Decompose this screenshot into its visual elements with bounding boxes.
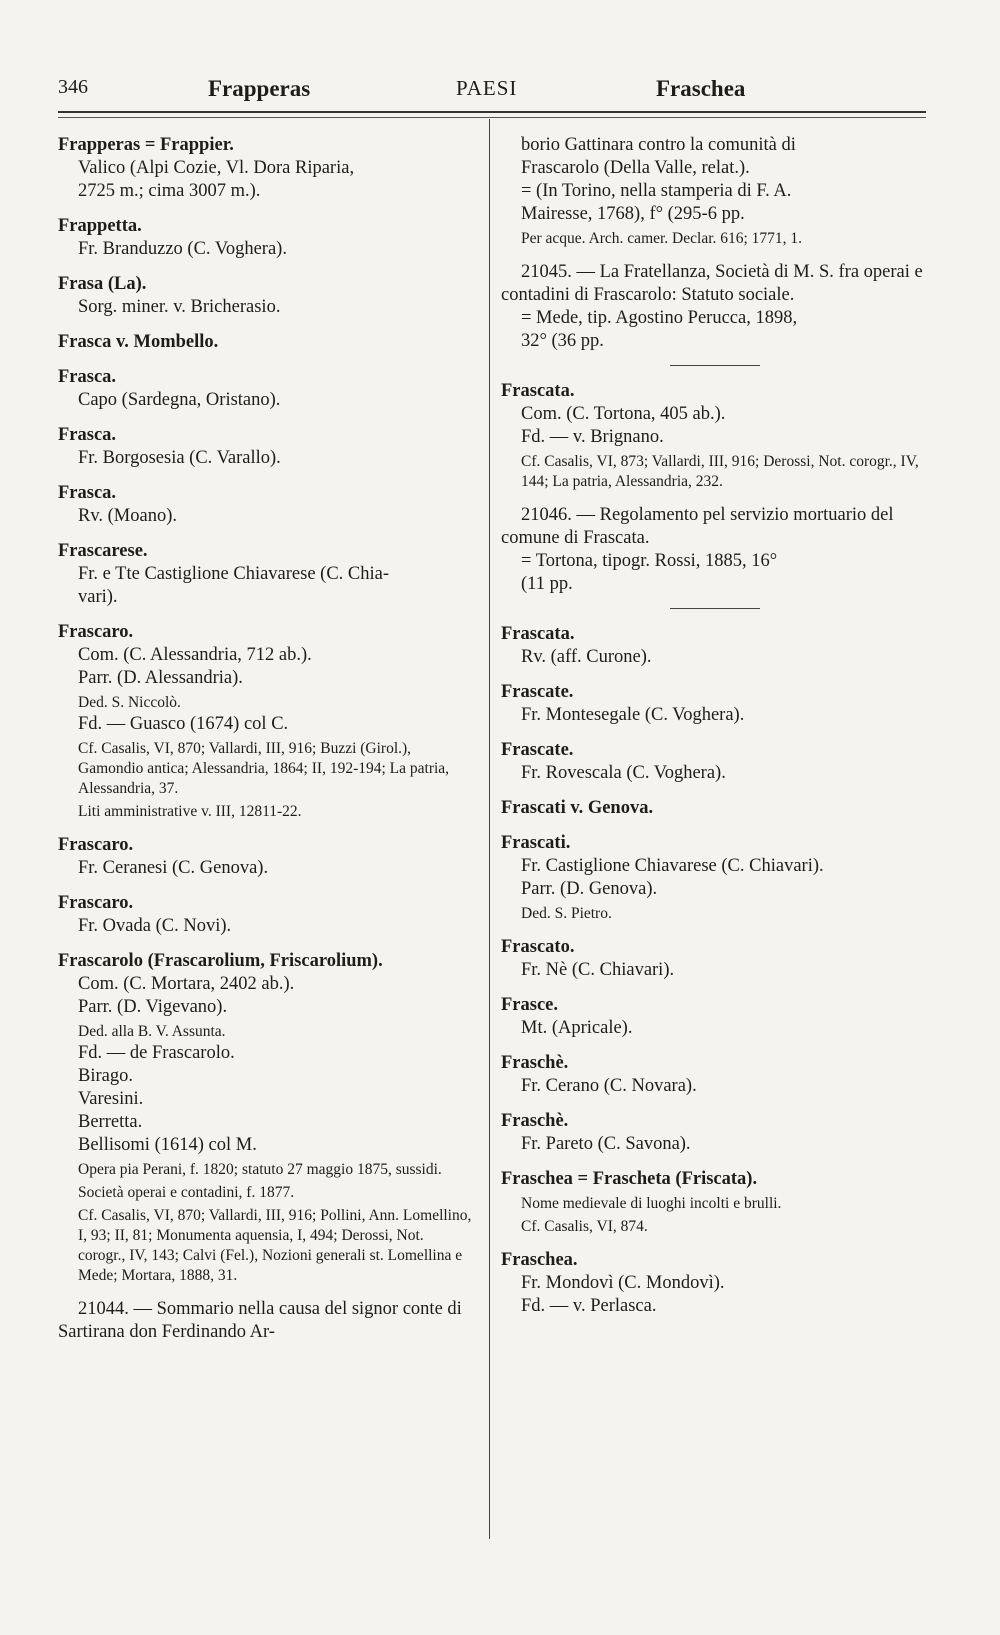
header-center-title: PAESI bbox=[456, 76, 518, 100]
entry-reference: Cf. Casalis, VI, 873; Vallardi, III, 916; Derossi, Not. corogr., IV, 144; La patria, Alessandria, 232. bbox=[521, 453, 919, 490]
entry-line: Parr. (D. Vigevano). bbox=[78, 997, 228, 1017]
entry-line: Rv. (Moano). bbox=[78, 506, 177, 526]
entry-note: Nome medievale di luoghi incolti e brulli. bbox=[521, 1195, 782, 1212]
entry-headword: Frapperas = Frappier. bbox=[58, 135, 234, 155]
entry-line: Rv. (aff. Curone). bbox=[521, 647, 652, 667]
gazetteer-entry bbox=[501, 739, 929, 785]
entry-reference: Cf. Casalis, VI, 870; Vallardi, III, 916; Buzzi (Girol.), Gamondio antica; Alessandria, 1864; II, 192-194; La patria, Alessandria, 37. bbox=[78, 740, 450, 797]
gazetteer-entry bbox=[501, 1249, 929, 1318]
bibliography-entry: 21044. — Sommario nella causa del signor conte di Sartirana don Ferdinando Ar- bbox=[58, 1299, 462, 1342]
separator-rule bbox=[670, 608, 760, 609]
entry-headword: Frappetta. bbox=[58, 216, 142, 236]
entry-headword: Frascata. bbox=[501, 381, 575, 401]
continuation-line: = Tortona, tipogr. Rossi, 1885, 16° bbox=[521, 551, 778, 571]
left-column bbox=[58, 134, 473, 1356]
entry-headword: Frascaro. bbox=[58, 835, 134, 855]
entry-note: Per acque. Arch. camer. Declar. 616; 1771, 1. bbox=[521, 230, 803, 247]
entry-line: Com. (C. Alessandria, 712 ab.). bbox=[78, 645, 312, 665]
bibliography-entry: 21046. — Regolamento pel servizio mortuario del comune di Frascata. bbox=[501, 505, 894, 548]
continuation-line: Mairesse, 1768), f° (295-6 pp. bbox=[521, 204, 745, 224]
entry-headword: Frascate. bbox=[501, 682, 574, 702]
entry-line: Bellisomi (1614) col M. bbox=[78, 1135, 257, 1155]
entry-line: Parr. (D. Alessandria). bbox=[78, 668, 243, 688]
gazetteer-entry bbox=[58, 892, 473, 938]
entry-headword: Fraschè. bbox=[501, 1111, 569, 1131]
entry-line: Fr. Ovada (C. Novi). bbox=[78, 916, 232, 936]
gazetteer-entry bbox=[501, 623, 929, 669]
right-column bbox=[501, 134, 929, 1330]
gazetteer-entry bbox=[501, 681, 929, 727]
entry-headword: Frascate. bbox=[501, 740, 574, 760]
gazetteer-entry bbox=[58, 834, 473, 880]
entry-headword: Frascarese. bbox=[58, 541, 148, 561]
header-left-title: Frapperas bbox=[208, 76, 311, 101]
entry-line: Com. (C. Tortona, 405 ab.). bbox=[521, 404, 726, 424]
entry-line: Com. (C. Mortara, 2402 ab.). bbox=[78, 974, 295, 994]
entry-line: Sorg. miner. v. Bricherasio. bbox=[78, 297, 281, 317]
entry-note: Ded. alla B. V. Assunta. bbox=[78, 1023, 226, 1040]
entry-line: Fr. Montesegale (C. Voghera). bbox=[521, 705, 745, 725]
entry-headword: Frascarolo (Frascarolium, Friscarolium). bbox=[58, 951, 383, 971]
entry-line: Valico (Alpi Cozie, Vl. Dora Riparia, bbox=[78, 158, 355, 178]
continuation-line: = (In Torino, nella stamperia di F. A. bbox=[521, 181, 792, 201]
gazetteer-entry bbox=[501, 134, 929, 249]
header-rule-thin bbox=[58, 117, 926, 118]
entry-headword: Frasce. bbox=[501, 995, 559, 1015]
entry-reference: Società operai e contadini, f. 1877. bbox=[78, 1184, 295, 1201]
entry-headword: Fraschea. bbox=[501, 1250, 578, 1270]
entry-line: Fr. Rovescala (C. Voghera). bbox=[521, 763, 726, 783]
entry-headword: Frascata. bbox=[501, 624, 575, 644]
continuation-line: 32° (36 pp. bbox=[521, 331, 604, 351]
gazetteer-entry bbox=[58, 540, 473, 609]
page-number: 346 bbox=[58, 76, 88, 98]
entry-headword: Frasca. bbox=[58, 367, 117, 387]
gazetteer-entry bbox=[58, 273, 473, 319]
gazetteer-entry bbox=[501, 1168, 929, 1237]
gazetteer-entry bbox=[501, 936, 929, 982]
entry-line: Fr. Cerano (C. Novara). bbox=[521, 1076, 697, 1096]
entry-headword: Frasca v. Mombello. bbox=[58, 332, 219, 352]
entry-line: Birago. bbox=[78, 1066, 133, 1086]
gazetteer-entry bbox=[58, 424, 473, 470]
entry-reference: Cf. Casalis, VI, 870; Vallardi, III, 916; Pollini, Ann. Lomellino, I, 93; II, 81; Monumenta aquensia, I, 494; Derossi, Not. corogr., IV, 143; Calvi (Fel.), Nozioni generali st. Lomellina e Mede; Mortara, 1888, 31. bbox=[78, 1207, 472, 1284]
entry-headword: Frascato. bbox=[501, 937, 575, 957]
continuation-line: (11 pp. bbox=[521, 574, 573, 594]
bibliography-entry: 21045. — La Fratellanza, Società di M. S. fra operai e contadini di Frascarolo: Statuto sociale. bbox=[501, 262, 923, 305]
gazetteer-entry bbox=[58, 331, 473, 354]
entry-line: Fr. Borgosesia (C. Varallo). bbox=[78, 448, 281, 468]
gazetteer-entry bbox=[501, 797, 929, 820]
header-right-title: Fraschea bbox=[656, 76, 746, 101]
entry-line: Fr. Castiglione Chiavarese (C. Chiavari). bbox=[521, 856, 824, 876]
gazetteer-entry bbox=[58, 134, 473, 203]
continuation-line: = Mede, tip. Agostino Perucca, 1898, bbox=[521, 308, 798, 328]
continuation-line: borio Gattinara contro la comunità di bbox=[521, 135, 796, 155]
gazetteer-entry bbox=[501, 261, 929, 353]
entry-line: Fd. — de Frascarolo. bbox=[78, 1043, 235, 1063]
entry-note: Cf. Casalis, VI, 874. bbox=[521, 1218, 648, 1235]
entry-line: Fr. Mondovì (C. Mondovì). bbox=[521, 1273, 725, 1293]
gazetteer-entry bbox=[58, 366, 473, 412]
entry-line: vari). bbox=[78, 587, 118, 607]
entry-line: Mt. (Apricale). bbox=[521, 1018, 633, 1038]
entry-headword: Fraschè. bbox=[501, 1053, 569, 1073]
entry-line: Fr. e Tte Castiglione Chiavarese (C. Chia- bbox=[78, 564, 390, 584]
entry-line: Fr. Nè (C. Chiavari). bbox=[521, 960, 675, 980]
gazetteer-entry bbox=[501, 994, 929, 1040]
entry-note: Ded. S. Pietro. bbox=[521, 905, 612, 922]
entry-line: Berretta. bbox=[78, 1112, 143, 1132]
gazetteer-entry bbox=[501, 380, 929, 492]
header-rule bbox=[58, 111, 926, 113]
entry-reference: Opera pia Perani, f. 1820; statuto 27 maggio 1875, sussidi. bbox=[78, 1161, 442, 1178]
entry-line: Fr. Branduzzo (C. Voghera). bbox=[78, 239, 287, 259]
gazetteer-entry bbox=[501, 1110, 929, 1156]
entry-line: Fd. — Guasco (1674) col C. bbox=[78, 714, 289, 734]
entry-line: Fr. Pareto (C. Savona). bbox=[521, 1134, 691, 1154]
gazetteer-entry bbox=[501, 1052, 929, 1098]
gazetteer-entry bbox=[58, 621, 473, 822]
entry-line: Parr. (D. Genova). bbox=[521, 879, 658, 899]
entry-line: Fr. Ceranesi (C. Genova). bbox=[78, 858, 269, 878]
running-header bbox=[58, 76, 926, 106]
gazetteer-entry bbox=[501, 504, 929, 596]
entry-headword: Frasca. bbox=[58, 483, 117, 503]
gazetteer-entry bbox=[58, 215, 473, 261]
column-divider bbox=[489, 119, 490, 1539]
continuation-line: Frascarolo (Della Valle, relat.). bbox=[521, 158, 750, 178]
entry-line: Varesini. bbox=[78, 1089, 144, 1109]
entry-line: Fd. — v. Perlasca. bbox=[521, 1296, 657, 1316]
entry-reference: Liti amministrative v. III, 12811-22. bbox=[78, 803, 302, 820]
entry-headword: Frasca. bbox=[58, 425, 117, 445]
entry-line: Capo (Sardegna, Oristano). bbox=[78, 390, 281, 410]
entry-line: 2725 m.; cima 3007 m.). bbox=[78, 181, 261, 201]
entry-headword: Frasa (La). bbox=[58, 274, 147, 294]
gazetteer-entry bbox=[58, 482, 473, 528]
gazetteer-entry bbox=[501, 832, 929, 924]
separator-rule bbox=[670, 365, 760, 366]
entry-headword: Frascaro. bbox=[58, 893, 134, 913]
entry-headword: Fraschea = Frascheta (Friscata). bbox=[501, 1169, 758, 1189]
entry-headword: Frascati. bbox=[501, 833, 571, 853]
entry-headword: Frascati v. Genova. bbox=[501, 798, 654, 818]
entry-headword: Frascaro. bbox=[58, 622, 134, 642]
entry-line: Fd. — v. Brignano. bbox=[521, 427, 664, 447]
entry-note: Ded. S. Niccolò. bbox=[78, 694, 181, 711]
gazetteer-entry bbox=[58, 950, 473, 1286]
gazetteer-entry bbox=[58, 1298, 473, 1344]
